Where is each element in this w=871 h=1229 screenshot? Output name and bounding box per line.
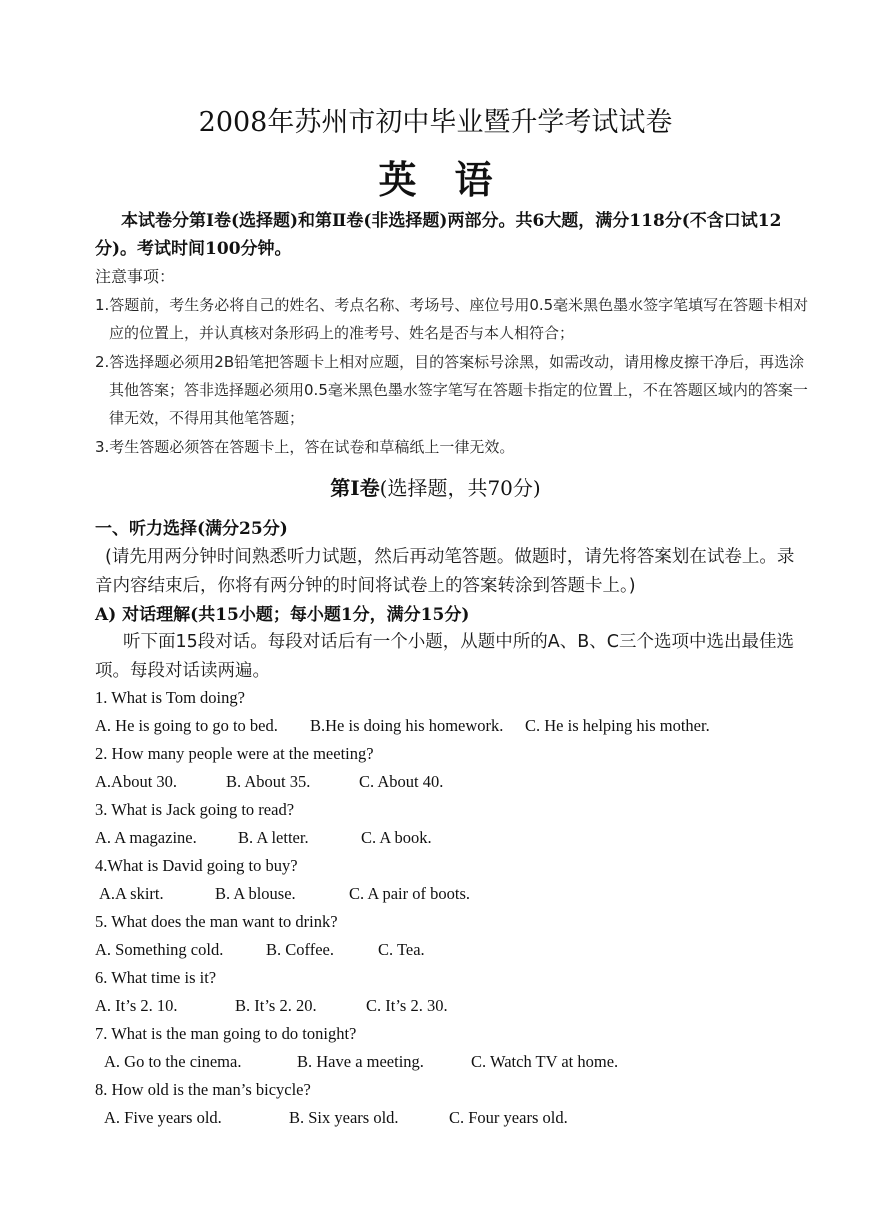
option-b: B.He is doing his homework. <box>310 716 504 735</box>
option-c: C. A pair of boots. <box>349 884 471 903</box>
part1-heading: 一、听力选择(满分25分) <box>95 519 288 539</box>
question-8: 8. How old is the man’s bicycle? <box>95 1080 311 1099</box>
option-c: C. Tea. <box>378 940 425 959</box>
option-a: A. A magazine. <box>95 828 197 847</box>
option-a: A. Go to the cinema. <box>104 1052 242 1071</box>
option-b: B. A blouse. <box>215 884 296 903</box>
option-b: B. Have a meeting. <box>297 1052 424 1071</box>
option-c: C. About 40. <box>359 772 444 791</box>
option-c: C. Watch TV at home. <box>471 1052 619 1071</box>
option-c: C. It’s 2. 30. <box>366 996 448 1015</box>
notice-heading: 注意事项： <box>95 267 176 286</box>
option-b: B. A letter. <box>238 828 309 847</box>
option-b: B. It’s 2. 20. <box>235 996 317 1015</box>
question-5: 5. What does the man want to drink? <box>95 912 338 931</box>
notice-item-1: 1.答题前，考生务必将自己的姓名、考点名称、考场号、座位号用0.5毫米黑色墨水签字笔填写在答题卡相对应的位置上，并认真核对条形码上的准考号、姓名是否与本人相符合； <box>95 296 809 342</box>
option-b: B. Six years old. <box>289 1108 399 1127</box>
notice-item-2: 2.答选择题必须用2B铅笔把答题卡上相对应题，目的答案标号涂黑，如需改动，请用橡皮擦干净后，再选涂其他答案；答非选择题必须用0.5毫米黑色墨水签字笔写在答题卡指定的位置上，不在答题区域内的答案一律无效，不得用其他笔答题； <box>95 353 808 427</box>
option-c: C. He is helping his mother. <box>525 716 710 735</box>
option-c: C. Four years old. <box>449 1108 568 1127</box>
option-a: A.About 30. <box>95 772 178 791</box>
option-b: B. About 35. <box>226 772 311 791</box>
exam-title: 2008年苏州市初中毕业暨升学考试试卷 <box>198 107 673 138</box>
notice-item-3: 3.考生答题必须答在答题卡上，答在试卷和草稿纸上一律无效。 <box>95 438 515 456</box>
question-1: 1. What is Tom doing? <box>95 688 245 707</box>
subject-title: 英语 <box>378 157 531 202</box>
option-a: A. He is going to go to bed. <box>95 716 278 735</box>
option-c: C. A book. <box>361 828 432 847</box>
exam-intro: 本试卷分第Ⅰ卷(选择题)和第Ⅱ卷(非选择题)两部分。共6大题，满分118分(不含口试12分)。考试时间100分钟。 <box>95 211 782 259</box>
question-4: 4.What is David going to buy? <box>95 856 298 875</box>
question-2: 2. How many people were at the meeting? <box>95 744 374 763</box>
partA-heading: A) 对话理解(共15小题；每小题1分，满分15分) <box>95 605 470 625</box>
section-title-main: 第Ⅰ卷 <box>330 476 380 500</box>
option-a: A. It’s 2. 10. <box>95 996 178 1015</box>
section-title <box>0 474 871 502</box>
section-title-rest: (选择题，共70分) <box>379 476 541 500</box>
option-a: A. Five years old. <box>104 1108 222 1127</box>
option-a: A. Something cold. <box>95 940 224 959</box>
question-3: 3. What is Jack going to read? <box>95 800 295 819</box>
part1-instruction: (请先用两分钟时间熟悉听力试题，然后再动笔答题。做题时，请先将答案划在试卷上。录音内容结束后，你将有两分钟的时间将试卷上的答案转涂到答题卡上。) <box>95 547 795 596</box>
option-b: B. Coffee. <box>266 940 334 959</box>
partA-instruction: 听下面15段对话。每段对话后有一个小题，从题中所的A、B、C三个选项中选出最佳选项。每段对话读两遍。 <box>95 632 794 681</box>
option-a: A.A skirt. <box>99 884 164 903</box>
question-7: 7. What is the man going to do tonight? <box>95 1024 357 1043</box>
question-6: 6. What time is it? <box>95 968 217 987</box>
